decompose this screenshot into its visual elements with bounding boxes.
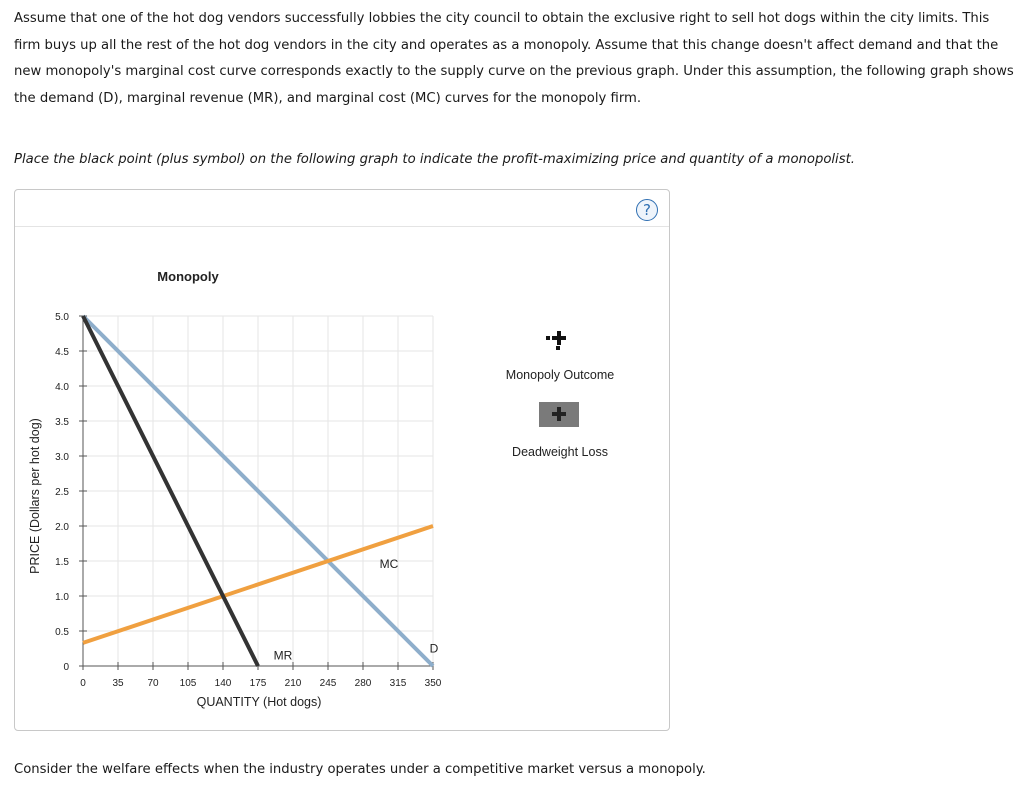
deadweight-loss-tool[interactable] — [539, 402, 579, 427]
chart-title: Monopoly — [157, 269, 219, 284]
mr-curve-label: MR — [273, 648, 293, 663]
x-axis-label: QUANTITY (Hot dogs) — [196, 695, 322, 709]
x-tick-label: 105 — [179, 678, 197, 689]
graph-panel — [14, 189, 670, 731]
dot-marker-icon — [546, 336, 550, 340]
y-tick-label: 4.5 — [55, 347, 69, 358]
y-tick-label: 1.5 — [55, 557, 69, 568]
y-tick-label: 2.0 — [55, 522, 69, 533]
x-tick-label: 140 — [214, 678, 232, 689]
y-axis-label: PRICE (Dollars per hot dog) — [28, 418, 42, 574]
x-tick-label: 70 — [147, 678, 159, 689]
y-tick-label: 5.0 — [55, 312, 69, 323]
y-tick-label: 2.5 — [55, 487, 69, 498]
y-tick-label: 4.0 — [55, 382, 69, 393]
monopoly-chart[interactable] — [15, 190, 669, 730]
instruction-text: Place the black point (plus symbol) on the following graph to indicate the profit-maximizing price and quantity of a monopolist. — [14, 152, 855, 167]
monopoly-outcome-tool[interactable] — [543, 330, 583, 354]
x-tick-label: 315 — [389, 678, 407, 689]
mc-curve-label: MC — [379, 557, 399, 571]
dark-plus-icon — [552, 407, 566, 421]
x-tick-label: 280 — [354, 678, 372, 689]
intro-paragraph: Assume that one of the hot dog vendors successfully lobbies the city council to obtain the exclusive right to sell hot dogs within the city limits. This firm buys up all the rest of the hot dog vendors in the city and operates as a monopoly. Assume that this change doesn't affect demand and that the new monopoly's marginal cost curve corresponds exactly to the supply curve on the previous graph. Under this assumption, the following graph shows the demand (D), marginal revenue (MR), and marginal cost (MC) curves for the monopoly firm. — [14, 11, 1014, 106]
y-tick-label: 1.0 — [55, 592, 69, 603]
dot-marker-icon — [556, 346, 560, 350]
y-tick-label: 0 — [63, 662, 69, 673]
y-tick-label: 3.5 — [55, 417, 69, 428]
x-tick-label: 350 — [424, 678, 442, 689]
x-tick-label: 210 — [284, 678, 302, 689]
y-tick-label: 3.0 — [55, 452, 69, 463]
footer-text: Consider the welfare effects when the industry operates under a competitive market versus a monopoly. — [14, 762, 706, 777]
black-plus-icon[interactable] — [552, 331, 566, 345]
x-tick-label: 245 — [319, 678, 337, 689]
y-tick-label: 0.5 — [55, 627, 69, 638]
x-tick-label: 35 — [112, 678, 124, 689]
deadweight-loss-label: Deadweight Loss — [512, 445, 608, 459]
x-tick-label: 175 — [249, 678, 267, 689]
d-curve-label: D — [429, 641, 439, 656]
monopoly-outcome-label: Monopoly Outcome — [505, 368, 615, 382]
x-tick-label: 0 — [80, 678, 86, 689]
help-icon[interactable]: ? — [636, 199, 658, 221]
